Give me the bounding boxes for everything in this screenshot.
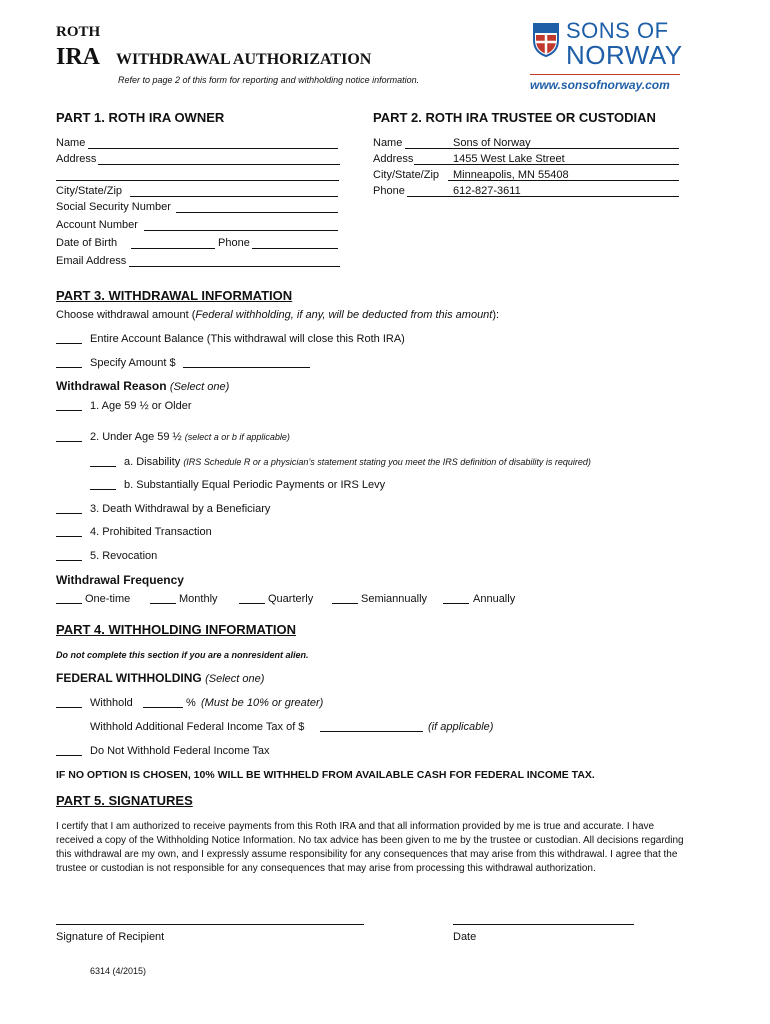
owner-address-line2-field[interactable] bbox=[56, 180, 339, 181]
nonresident-note: Do not complete this section if you are a nonresident alien. bbox=[56, 650, 309, 660]
trustee-address-value: 1455 West Lake Street bbox=[453, 153, 565, 165]
signature-label: Signature of Recipient bbox=[56, 931, 165, 943]
reason-4-label: 4. Prohibited Transaction bbox=[90, 526, 212, 538]
federal-withholding-heading: FEDERAL WITHHOLDING (Select one) bbox=[56, 671, 265, 685]
freq-monthly-check[interactable] bbox=[150, 603, 176, 604]
logo-url: www.sonsofnorway.com bbox=[530, 78, 670, 92]
part4-heading: PART 4. WITHHOLDING INFORMATION bbox=[56, 622, 296, 637]
freq-quarterly-check[interactable] bbox=[239, 603, 265, 604]
owner-ssn-label: Social Security Number bbox=[56, 201, 171, 213]
form-type-label: ROTH bbox=[56, 24, 101, 40]
reason-3-check[interactable] bbox=[56, 513, 82, 514]
entire-balance-check[interactable] bbox=[56, 343, 82, 344]
frequency-heading: Withdrawal Frequency bbox=[56, 573, 184, 587]
certification-line-3: this withdrawal are my own, and I expressly assume responsibility for any consequences that may arise from this withdrawal. I agree that the bbox=[56, 849, 678, 860]
reason-1-check[interactable] bbox=[56, 410, 82, 411]
reason-2-label: 2. Under Age 59 ½ (select a or b if applicable) bbox=[90, 431, 290, 443]
withhold-minimum-note: (Must be 10% or greater) bbox=[201, 697, 324, 709]
trustee-name-label: Name bbox=[373, 137, 403, 149]
trustee-name-line bbox=[405, 148, 679, 149]
entire-balance-label: Entire Account Balance (This withdrawal will close this Roth IRA) bbox=[90, 333, 405, 345]
certification-line-4: trustee or custodian is not responsible for any consequences that may arise from processing this withdrawal authorization. bbox=[56, 863, 596, 874]
reason-5-label: 5. Revocation bbox=[90, 550, 158, 562]
choose-amount-text: Choose withdrawal amount (Federal withholding, if any, will be deducted from this amount): bbox=[56, 309, 500, 321]
trustee-phone-value: 612-827-3611 bbox=[453, 185, 521, 197]
trustee-city-label: City/State/Zip bbox=[373, 169, 440, 181]
specify-amount-field[interactable] bbox=[183, 367, 310, 368]
default-withholding-warning: IF NO OPTION IS CHOSEN, 10% WILL BE WITHHELD FROM AVAILABLE CASH FOR FEDERAL INCOME TAX. bbox=[56, 769, 595, 781]
freq-onetime-check[interactable] bbox=[56, 603, 82, 604]
part1-heading: PART 1. ROTH IRA OWNER bbox=[56, 110, 225, 125]
reason-2b-label: b. Substantially Equal Periodic Payments or IRS Levy bbox=[124, 479, 386, 491]
additional-tax-note: (if applicable) bbox=[428, 721, 494, 733]
freq-monthly-label: Monthly bbox=[179, 593, 218, 605]
withhold-percent-sign: % bbox=[186, 697, 196, 709]
page-title: WITHDRAWAL AUTHORIZATION bbox=[116, 51, 372, 68]
certification-line-1: I certify that I am authorized to receive payments from this Roth IRA and that all information provided by me is true and accurate. I have bbox=[56, 821, 655, 832]
freq-quarterly-label: Quarterly bbox=[268, 593, 314, 605]
freq-onetime-label: One-time bbox=[85, 593, 131, 605]
trustee-address-label: Address bbox=[373, 153, 414, 165]
freq-semiannually-label: Semiannually bbox=[361, 593, 428, 605]
logo-line-2: NORWAY bbox=[566, 40, 683, 70]
owner-dob-field[interactable] bbox=[131, 248, 215, 249]
reason-2a-label: a. Disability (IRS Schedule R or a physician’s statement stating you meet the IRS definition of disability is required) bbox=[124, 456, 591, 468]
owner-address-label: Address bbox=[56, 153, 97, 165]
freq-annually-label: Annually bbox=[473, 593, 516, 605]
owner-ssn-field[interactable] bbox=[176, 212, 338, 213]
withhold-check[interactable] bbox=[56, 707, 82, 708]
additional-tax-label: Withhold Additional Federal Income Tax of $ bbox=[90, 721, 305, 733]
refer-note: Refer to page 2 of this form for reporting and withholding notice information. bbox=[118, 75, 420, 85]
owner-name-label: Name bbox=[56, 137, 86, 149]
freq-annually-check[interactable] bbox=[443, 603, 469, 604]
trustee-name-value: Sons of Norway bbox=[453, 137, 531, 149]
part3-heading: PART 3. WITHDRAWAL INFORMATION bbox=[56, 288, 293, 303]
reason-3-label: 3. Death Withdrawal by a Beneficiary bbox=[90, 503, 271, 515]
owner-address-field[interactable] bbox=[98, 164, 340, 165]
date-label: Date bbox=[453, 931, 477, 943]
owner-phone-field[interactable] bbox=[252, 248, 338, 249]
logo-line-1: SONS OF bbox=[566, 18, 669, 43]
reason-5-check[interactable] bbox=[56, 560, 82, 561]
owner-dob-label: Date of Birth bbox=[56, 237, 118, 249]
reason-1-label: 1. Age 59 ½ or Older bbox=[90, 400, 192, 412]
owner-city-label: City/State/Zip bbox=[56, 185, 123, 197]
owner-name-field[interactable] bbox=[88, 148, 338, 149]
specify-amount-check[interactable] bbox=[56, 367, 82, 368]
specify-amount-label: Specify Amount $ bbox=[90, 357, 176, 369]
reason-4-check[interactable] bbox=[56, 536, 82, 537]
signature-field[interactable] bbox=[56, 924, 364, 925]
owner-account-label: Account Number bbox=[56, 219, 138, 231]
reason-2a-check[interactable] bbox=[90, 466, 116, 467]
reason-2-check[interactable] bbox=[56, 441, 82, 442]
trustee-phone-line bbox=[407, 196, 679, 197]
form-number: 6314 (4/2015) bbox=[90, 966, 147, 976]
withdrawal-reason-heading: Withdrawal Reason (Select one) bbox=[56, 379, 230, 393]
owner-phone-label: Phone bbox=[218, 237, 250, 249]
date-field[interactable] bbox=[453, 924, 634, 925]
part2-heading: PART 2. ROTH IRA TRUSTEE OR CUSTODIAN bbox=[373, 110, 656, 125]
withhold-percent-field[interactable] bbox=[143, 707, 183, 708]
certification-line-2: received a copy of the Withholding Notice Information. No tax advice has been given to me by the trustee or custodian. All decisions regarding bbox=[56, 835, 684, 846]
shield-icon bbox=[532, 22, 560, 58]
ira-label: IRA bbox=[56, 44, 101, 70]
logo-divider bbox=[530, 74, 680, 75]
freq-semiannually-check[interactable] bbox=[332, 603, 358, 604]
owner-email-field[interactable] bbox=[129, 266, 340, 267]
additional-tax-field[interactable] bbox=[320, 731, 423, 732]
no-withhold-label: Do Not Withhold Federal Income Tax bbox=[90, 745, 270, 757]
no-withhold-check[interactable] bbox=[56, 755, 82, 756]
owner-city-field[interactable] bbox=[130, 196, 338, 197]
trustee-phone-label: Phone bbox=[373, 185, 405, 197]
part5-heading: PART 5. SIGNATURES bbox=[56, 793, 193, 808]
sons-of-norway-logo bbox=[530, 18, 683, 100]
withhold-label: Withhold bbox=[90, 697, 133, 709]
owner-email-label: Email Address bbox=[56, 255, 127, 267]
owner-account-field[interactable] bbox=[144, 230, 338, 231]
reason-2b-check[interactable] bbox=[90, 489, 116, 490]
trustee-city-value: Minneapolis, MN 55408 bbox=[453, 169, 569, 181]
